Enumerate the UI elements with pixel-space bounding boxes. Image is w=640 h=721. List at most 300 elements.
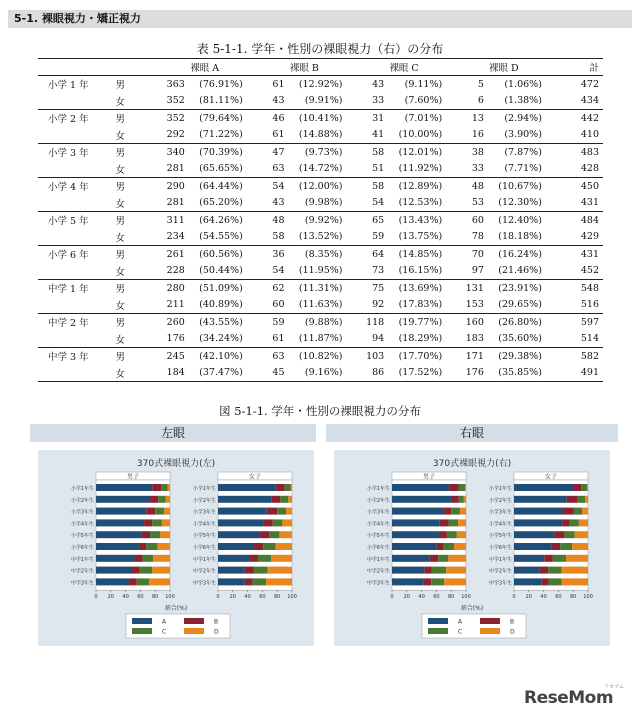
bar-segment-D (268, 567, 292, 574)
total-cell: 431 (580, 197, 599, 209)
bar-segment-D (291, 484, 292, 491)
x-tick-label: 60 (259, 594, 266, 601)
bar-segment-B (254, 543, 264, 550)
sex-cell: 女 (115, 232, 126, 244)
bar-segment-A (392, 555, 430, 562)
sex-cell: 女 (115, 130, 126, 142)
bar-segment-A (392, 484, 449, 491)
bar-segment-C (578, 496, 585, 503)
value-cell-a (155, 93, 255, 110)
category-label: 小学3年生 (366, 509, 390, 516)
bar-segment-D (464, 496, 466, 503)
bar-segment-A (96, 531, 142, 538)
left-eye-label: 左眼 (30, 424, 316, 442)
bar-segment-D (457, 531, 466, 538)
count: 38 (471, 146, 484, 158)
percent: (14.88%) (298, 129, 343, 141)
bar-segment-C (438, 555, 448, 562)
percent: (64.26%) (199, 214, 243, 226)
percent: (65.20%) (199, 197, 243, 209)
value-cell-a (155, 263, 255, 280)
x-tick-label: 40 (244, 594, 251, 601)
category-label: 小学6年生 (366, 545, 390, 551)
bar-segment-B (444, 508, 451, 515)
count: 48 (272, 214, 285, 226)
category-label: 小学3年生 (70, 509, 94, 516)
total-cell: 491 (554, 365, 603, 382)
x-tick-label: 80 (152, 594, 159, 601)
count: 63 (272, 350, 285, 362)
total-cell: 548 (554, 280, 603, 297)
bar-segment-C (269, 531, 279, 538)
bar-segment-B (554, 531, 564, 538)
bar-segment-A (514, 496, 567, 503)
percent: (12.53%) (398, 197, 443, 209)
bar-segment-B (551, 543, 560, 550)
value-cell-a (155, 127, 255, 144)
total-cell: 472 (554, 76, 603, 93)
table-row (38, 331, 603, 348)
legend-swatch-C (132, 628, 152, 634)
bar-segment-D (566, 555, 588, 562)
value-cell-c (354, 144, 454, 161)
value-cell-a (155, 212, 255, 229)
bar-segment-A (218, 567, 245, 574)
value-cell-b (255, 365, 355, 382)
percent: (12.89%) (398, 180, 443, 192)
count: 65 (372, 214, 385, 226)
bar-segment-D (168, 484, 170, 491)
category-label: 小学1年生 (488, 486, 512, 492)
total-cell: 434 (580, 95, 599, 107)
category-label: 中学3年生 (192, 580, 216, 587)
bar-segment-A (218, 484, 276, 491)
value-cell-b (255, 212, 355, 229)
count: 290 (166, 180, 185, 192)
bar-segment-D (446, 567, 466, 574)
table-row (38, 144, 603, 161)
bar-segment-D (153, 555, 170, 562)
value-cell-c (354, 178, 454, 195)
bar-segment-A (392, 567, 424, 574)
percent: (11.92%) (398, 163, 443, 175)
percent: (10.82%) (298, 350, 343, 362)
bar-segment-A (218, 555, 249, 562)
sex-cell: 女 (115, 96, 126, 108)
bar-segment-B (245, 578, 253, 585)
sex-cell: 男 (108, 212, 155, 229)
bar-segment-B (544, 555, 553, 562)
left-eye-chart-panel (38, 450, 314, 646)
bar-segment-C (285, 484, 291, 491)
count: 97 (471, 265, 484, 277)
value-cell-a (155, 76, 255, 93)
count: 70 (471, 248, 484, 260)
sex-cell: 男 (108, 314, 155, 331)
bar-segment-C (432, 567, 447, 574)
grade-cell (38, 195, 108, 212)
value-cell-b (255, 76, 355, 93)
grade-cell (38, 127, 108, 144)
bar-segment-B (539, 567, 548, 574)
bar-segment-D (286, 508, 292, 515)
count: 340 (166, 146, 185, 158)
bar-segment-C (560, 543, 572, 550)
x-tick-label: 60 (137, 594, 144, 601)
value-cell-c (354, 127, 454, 144)
legend-label: D (214, 628, 219, 636)
percent: (9.11%) (404, 78, 443, 90)
count: 33 (372, 95, 385, 107)
bar-segment-C (451, 508, 460, 515)
value-cell-c (354, 314, 454, 331)
percent: (17.52%) (398, 367, 443, 379)
value-cell-c (354, 246, 454, 263)
x-tick-label: 100 (287, 594, 297, 601)
percent: (9.16%) (304, 367, 343, 379)
value-cell-d (454, 195, 554, 212)
percent: (65.65%) (199, 163, 243, 175)
value-cell-a (155, 178, 255, 195)
bar-segment-C (146, 543, 157, 550)
value-cell-b (255, 314, 355, 331)
category-label: 小学5年生 (70, 533, 94, 540)
count: 211 (166, 299, 185, 311)
bar-segment-A (96, 519, 144, 526)
percent: (8.35%) (304, 248, 343, 260)
bar-segment-A (218, 543, 254, 550)
value-cell-a (155, 144, 255, 161)
bar-segment-C (548, 567, 562, 574)
percent: (40.89%) (199, 299, 243, 311)
table-row (38, 280, 603, 297)
percent: (17.70%) (398, 350, 443, 362)
grade-cell: 小学 5 年 (38, 212, 108, 229)
count: 54 (272, 180, 285, 192)
bar-segment-D (282, 519, 292, 526)
grade-cell: 小学 6 年 (38, 246, 108, 263)
value-cell-b (255, 195, 355, 212)
sex-cell: 男 (108, 246, 155, 263)
count: 78 (471, 231, 484, 243)
percent: (16.24%) (498, 248, 542, 260)
percent: (9.91%) (304, 95, 343, 107)
count: 54 (372, 197, 385, 209)
percent: (71.22%) (199, 129, 243, 141)
grade-cell (38, 365, 108, 382)
table-row (38, 314, 603, 331)
total-cell: 429 (580, 231, 599, 243)
legend-label: B (214, 618, 219, 626)
table-row (38, 297, 603, 314)
percent: (23.91%) (498, 282, 542, 294)
bar-segment-B (152, 484, 161, 491)
value-cell-d (454, 76, 554, 93)
category-label: 小学5年生 (366, 533, 390, 540)
value-cell-c (354, 195, 454, 212)
header-b: 裸眼 B (255, 59, 355, 76)
legend-swatch-B (184, 618, 204, 624)
value-cell-c (354, 212, 454, 229)
category-label: 小学3年生 (488, 509, 512, 516)
category-label: 小学4年生 (488, 521, 512, 528)
bar-segment-C (549, 578, 562, 585)
grade-cell (38, 93, 108, 110)
bar-segment-D (152, 567, 170, 574)
count: 54 (272, 265, 285, 277)
legend-swatch-A (132, 618, 152, 624)
header-sex (108, 59, 155, 76)
bar-segment-D (448, 555, 466, 562)
percent: (2.94%) (504, 112, 542, 124)
percent: (34.24%) (199, 333, 243, 345)
bar-segment-A (96, 543, 139, 550)
bar-segment-B (264, 519, 273, 526)
percent: (60.56%) (199, 248, 243, 260)
percent: (13.69%) (398, 282, 443, 294)
table-row (38, 127, 603, 144)
sex-cell: 男 (108, 76, 155, 93)
percent: (1.06%) (504, 78, 542, 90)
count: 5 (477, 78, 484, 90)
value-cell-d (454, 178, 554, 195)
legend-label: C (458, 628, 463, 636)
count: 61 (272, 333, 285, 345)
bar-segment-A (392, 578, 423, 585)
percent: (13.75%) (398, 231, 443, 243)
value-cell-d (454, 229, 554, 246)
count: 47 (272, 146, 285, 158)
bar-segment-B (142, 531, 150, 538)
percent: (10.67%) (498, 180, 542, 192)
x-tick-label: 60 (555, 594, 562, 601)
bar-segment-A (96, 567, 132, 574)
count: 234 (166, 231, 185, 243)
count: 311 (166, 214, 185, 226)
grade-cell: 小学 4 年 (38, 178, 108, 195)
bar-segment-D (579, 519, 588, 526)
value-cell-a (155, 331, 255, 348)
sex-cell: 女 (115, 164, 126, 176)
grade-cell (38, 331, 108, 348)
value-cell-c (354, 110, 454, 127)
header-d: 裸眼 D (454, 59, 554, 76)
value-cell-a (155, 297, 255, 314)
category-label: 小学1年生 (366, 486, 390, 492)
total-cell: 597 (554, 314, 603, 331)
legend-label: A (162, 618, 167, 626)
header-c: 裸眼 C (354, 59, 454, 76)
bar-segment-D (164, 508, 170, 515)
bar-segment-B (276, 484, 285, 491)
count: 153 (465, 299, 484, 311)
value-cell-a (155, 229, 255, 246)
bar-segment-C (158, 496, 165, 503)
percent: (12.92%) (298, 78, 343, 90)
resemom-logo: ReseMom (524, 688, 614, 708)
category-label: 中学2年生 (70, 568, 94, 575)
category-label: 中学2年生 (192, 568, 216, 575)
bar-segment-D (582, 508, 588, 515)
table-row (38, 110, 603, 127)
bar-segment-A (514, 555, 544, 562)
count: 51 (372, 163, 385, 175)
count: 58 (372, 146, 385, 158)
count: 352 (166, 95, 185, 107)
category-label: 小学1年生 (70, 486, 94, 492)
bar-segment-C (581, 484, 587, 491)
count: 43 (372, 78, 385, 90)
value-cell-d (454, 348, 554, 365)
right-eye-label: 右眼 (326, 424, 618, 442)
sex-cell: 男 (108, 178, 155, 195)
value-cell-d (454, 161, 554, 178)
percent: (12.00%) (298, 180, 343, 192)
right-eye-chart (334, 450, 610, 646)
table-row (38, 93, 603, 110)
count: 363 (166, 78, 185, 90)
x-tick-label: 40 (540, 594, 547, 601)
count: 31 (372, 112, 385, 124)
table-row (38, 161, 603, 178)
count: 131 (465, 282, 484, 294)
bar-segment-C (140, 567, 153, 574)
bar-segment-C (150, 531, 160, 538)
table-row (38, 246, 603, 263)
value-cell-c (354, 161, 454, 178)
bar-segment-C (449, 519, 459, 526)
percent: (35.60%) (498, 333, 542, 345)
bar-segment-B (134, 555, 142, 562)
count: 60 (272, 299, 285, 311)
count: 73 (372, 265, 385, 277)
table-row (38, 195, 603, 212)
percent: (11.63%) (298, 299, 343, 311)
category-label: 中学1年生 (366, 556, 390, 563)
table-row (38, 229, 603, 246)
bar-segment-B (423, 578, 431, 585)
percent: (14.85%) (398, 248, 443, 260)
bar-segment-B (267, 508, 277, 515)
bar-segment-D (279, 531, 292, 538)
value-cell-c (354, 263, 454, 280)
bar-segment-A (218, 531, 259, 538)
percent: (9.88%) (304, 316, 343, 328)
x-tick-label: 20 (107, 594, 114, 601)
value-cell-d (454, 314, 554, 331)
count: 13 (471, 112, 484, 124)
bar-segment-B (563, 508, 574, 515)
value-cell-b (255, 161, 355, 178)
bar-segment-A (392, 496, 451, 503)
count: 16 (471, 129, 484, 141)
facet-label: 女子 (544, 473, 558, 481)
bar-segment-C (570, 519, 579, 526)
x-tick-label: 100 (461, 594, 471, 601)
value-cell-d (454, 246, 554, 263)
value-cell-d (454, 331, 554, 348)
table-row (38, 76, 603, 93)
bar-segment-D (587, 484, 588, 491)
percent: (11.87%) (298, 333, 343, 345)
count: 75 (372, 282, 385, 294)
facet-label: 男子 (126, 473, 140, 481)
section-title: 5-1. 裸眼視力・矯正視力 (14, 12, 141, 25)
bar-segment-B (249, 555, 258, 562)
category-label: 中学2年生 (366, 568, 390, 575)
grade-cell (38, 161, 108, 178)
bar-segment-A (392, 543, 437, 550)
value-cell-d (454, 212, 554, 229)
table-header-row (38, 59, 603, 76)
total-cell: 484 (554, 212, 603, 229)
x-tick-label: 80 (570, 594, 577, 601)
x-tick-label: 80 (274, 594, 281, 601)
legend-swatch-D (480, 628, 500, 634)
percent: (13.43%) (398, 214, 443, 226)
percent: (9.98%) (304, 197, 343, 209)
x-tick-label: 0 (390, 594, 394, 601)
legend-label: A (458, 618, 463, 626)
bar-segment-B (451, 496, 459, 503)
bar-segment-A (218, 496, 271, 503)
chart-legend (126, 614, 230, 638)
count: 59 (272, 316, 285, 328)
bar-segment-B (449, 484, 459, 491)
total-cell: 428 (580, 163, 599, 175)
bar-segment-C (553, 555, 566, 562)
bar-segment-D (160, 531, 170, 538)
percent: (29.65%) (498, 299, 542, 311)
value-cell-d (454, 365, 554, 382)
value-cell-b (255, 127, 355, 144)
grade-cell: 中学 1 年 (38, 280, 108, 297)
count: 33 (471, 163, 484, 175)
bar-segment-B (440, 531, 447, 538)
grade-cell (38, 229, 108, 246)
x-tick-label: 0 (512, 594, 516, 601)
percent: (10.41%) (298, 112, 343, 124)
bar-segment-C (161, 484, 168, 491)
count: 36 (272, 248, 285, 260)
grade-cell: 小学 2 年 (38, 110, 108, 127)
value-cell-b (255, 297, 355, 314)
count: 261 (166, 248, 185, 260)
legend-swatch-C (428, 628, 448, 634)
value-cell-c (354, 365, 454, 382)
total-cell: 514 (580, 333, 599, 345)
count: 176 (465, 367, 484, 379)
bar-segment-A (514, 531, 554, 538)
bar-segment-D (288, 496, 292, 503)
right-eye-chart-panel (334, 450, 610, 646)
count: 280 (166, 282, 185, 294)
bar-segment-B (574, 484, 581, 491)
legend-label: B (510, 618, 515, 626)
percent: (12.30%) (498, 197, 542, 209)
bar-segment-C (573, 508, 582, 515)
count: 118 (366, 316, 385, 328)
count: 6 (477, 95, 484, 107)
count: 281 (166, 197, 185, 209)
value-cell-a (155, 161, 255, 178)
count: 171 (465, 350, 484, 362)
legend-label: C (162, 628, 167, 636)
bar-segment-D (157, 543, 170, 550)
x-tick-label: 80 (448, 594, 455, 601)
bar-segment-B (144, 519, 152, 526)
total-cell: 410 (580, 129, 599, 141)
